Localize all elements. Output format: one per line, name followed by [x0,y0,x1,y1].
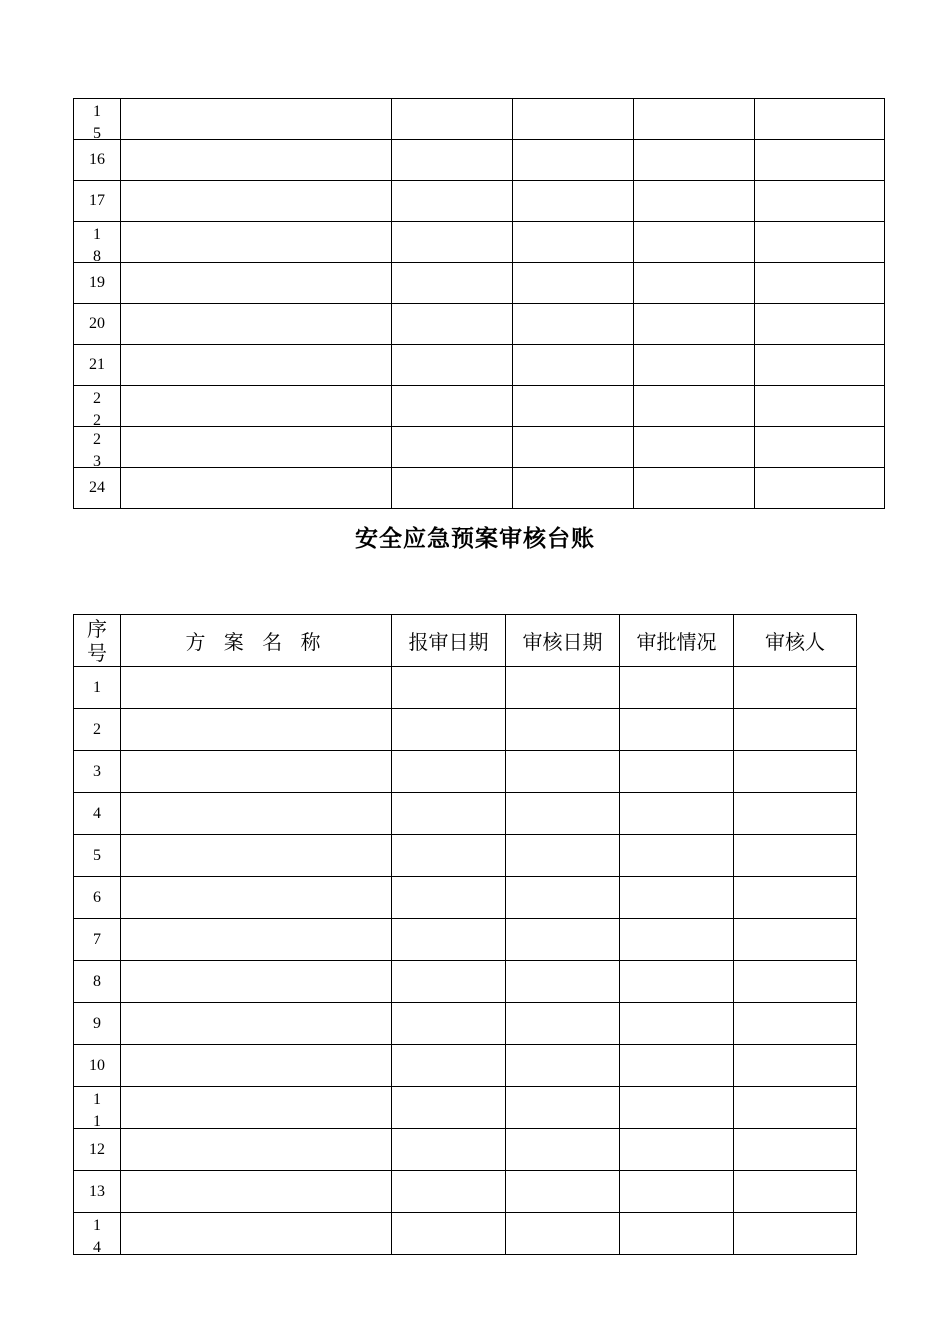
row-plan-name-cell [121,835,392,877]
row-reviewer-cell [734,793,857,835]
row-approval-cell [620,1045,734,1087]
row-reviewer-cell [755,222,885,263]
row-plan-name-cell [121,1003,392,1045]
row-approval-cell [620,1213,734,1255]
row-plan-name-cell [121,345,392,386]
row-submit-date-cell [392,1045,506,1087]
row-approval-cell [634,427,755,468]
row-seq-cell: 12 [74,1129,121,1171]
row-reviewer-cell [755,468,885,509]
row-approval-cell [634,468,755,509]
row-approval-cell [620,709,734,751]
row-submit-date-cell [392,468,513,509]
row-plan-name-cell [121,468,392,509]
row-approval-cell [620,835,734,877]
row-plan-name-cell [121,1171,392,1213]
row-plan-name-cell [121,1213,392,1255]
row-approval-cell [620,919,734,961]
row-review-date-cell [506,919,620,961]
row-seq-cell: 1 1 [74,1087,121,1129]
row-reviewer-cell [755,181,885,222]
row-approval-cell [634,140,755,181]
row-approval-cell [634,386,755,427]
row-review-date-cell [513,222,634,263]
row-seq-cell: 1 4 [74,1213,121,1255]
row-review-date-cell [513,468,634,509]
row-plan-name-cell [121,386,392,427]
row-approval-cell [620,1129,734,1171]
row-submit-date-cell [392,1171,506,1213]
page-title: 安全应急预案审核台账 [355,526,595,552]
row-reviewer-cell [734,1087,857,1129]
row-submit-date-cell [392,835,506,877]
row-submit-date-cell [392,919,506,961]
row-review-date-cell [506,1087,620,1129]
table-header-row [74,615,857,667]
row-reviewer-cell [755,140,885,181]
row-seq-cell: 5 [74,835,121,877]
row-seq-cell: 20 [74,304,121,345]
row-seq-cell: 8 [74,961,121,1003]
row-seq-cell: 10 [74,1045,121,1087]
header-seq: 序 号 [74,615,121,667]
row-reviewer-cell [734,961,857,1003]
row-submit-date-cell [392,99,513,140]
row-plan-name-cell [121,263,392,304]
row-reviewer-cell [734,1045,857,1087]
table-row [74,961,857,1003]
row-submit-date-cell [392,961,506,1003]
row-review-date-cell [513,140,634,181]
row-approval-cell [634,99,755,140]
row-plan-name-cell [121,667,392,709]
continuation-table-body [74,99,885,509]
table-row [74,877,857,919]
row-seq-cell: 2 3 [74,427,121,468]
row-reviewer-cell [755,304,885,345]
row-seq-cell: 1 5 [74,99,121,140]
row-plan-name-cell [121,1045,392,1087]
row-seq-cell: 2 [74,709,121,751]
row-seq-cell: 13 [74,1171,121,1213]
row-submit-date-cell [392,793,506,835]
row-plan-name-cell [121,99,392,140]
row-plan-name-cell [121,181,392,222]
row-reviewer-cell [734,751,857,793]
row-seq-cell: 1 [74,667,121,709]
row-seq-cell: 2 2 [74,386,121,427]
table-row [74,1129,857,1171]
row-seq-cell: 17 [74,181,121,222]
header-plan-name: 方 案 名 称 [121,615,392,667]
row-seq-cell: 9 [74,1003,121,1045]
row-review-date-cell [513,427,634,468]
row-review-date-cell [506,1129,620,1171]
table-row [74,468,885,509]
table-row [74,1171,857,1213]
row-submit-date-cell [392,427,513,468]
table-row [74,835,857,877]
row-plan-name-cell [121,140,392,181]
row-review-date-cell [506,835,620,877]
row-review-date-cell [513,181,634,222]
row-submit-date-cell [392,345,513,386]
ledger-table [73,614,857,1255]
row-plan-name-cell [121,877,392,919]
row-submit-date-cell [392,1213,506,1255]
row-seq-cell: 4 [74,793,121,835]
row-plan-name-cell [121,793,392,835]
row-approval-cell [620,1003,734,1045]
row-review-date-cell [506,877,620,919]
row-submit-date-cell [392,304,513,345]
row-reviewer-cell [734,1003,857,1045]
row-seq-cell: 6 [74,877,121,919]
row-submit-date-cell [392,751,506,793]
row-reviewer-cell [734,667,857,709]
row-approval-cell [634,263,755,304]
row-reviewer-cell [734,919,857,961]
header-submit-date: 报审日期 [392,615,506,667]
row-plan-name-cell [121,222,392,263]
row-seq-cell: 24 [74,468,121,509]
row-submit-date-cell [392,877,506,919]
row-reviewer-cell [755,263,885,304]
row-review-date-cell [506,667,620,709]
row-review-date-cell [513,345,634,386]
ledger-table-body [74,667,857,1255]
row-submit-date-cell [392,181,513,222]
row-review-date-cell [506,793,620,835]
table-row [74,345,885,386]
row-submit-date-cell [392,222,513,263]
row-plan-name-cell [121,427,392,468]
continuation-ledger-table [73,98,885,509]
row-submit-date-cell [392,1129,506,1171]
row-approval-cell [620,1087,734,1129]
row-submit-date-cell [392,140,513,181]
row-seq-cell: 21 [74,345,121,386]
row-approval-cell [620,1171,734,1213]
table-row [74,99,885,140]
row-seq-cell: 16 [74,140,121,181]
row-approval-cell [634,222,755,263]
row-submit-date-cell [392,263,513,304]
row-reviewer-cell [755,99,885,140]
row-reviewer-cell [734,1171,857,1213]
table-row [74,1003,857,1045]
header-reviewer: 审核人 [734,615,857,667]
table-row [74,304,885,345]
row-review-date-cell [513,263,634,304]
table-row [74,427,885,468]
row-review-date-cell [513,304,634,345]
row-review-date-cell [506,751,620,793]
table-row [74,263,885,304]
header-review-date: 审核日期 [506,615,620,667]
table-row [74,1087,857,1129]
row-approval-cell [634,181,755,222]
row-approval-cell [620,793,734,835]
table-row [74,222,885,263]
row-reviewer-cell [734,1213,857,1255]
row-approval-cell [620,751,734,793]
row-review-date-cell [513,386,634,427]
row-reviewer-cell [734,1129,857,1171]
row-submit-date-cell [392,386,513,427]
row-seq-cell: 1 8 [74,222,121,263]
row-seq-cell: 19 [74,263,121,304]
row-submit-date-cell [392,709,506,751]
row-approval-cell [634,304,755,345]
row-submit-date-cell [392,667,506,709]
row-reviewer-cell [734,835,857,877]
row-plan-name-cell [121,1087,392,1129]
row-reviewer-cell [755,386,885,427]
table-row [74,386,885,427]
row-seq-cell: 3 [74,751,121,793]
row-plan-name-cell [121,1129,392,1171]
row-review-date-cell [506,1003,620,1045]
table-row [74,919,857,961]
row-submit-date-cell [392,1003,506,1045]
row-plan-name-cell [121,709,392,751]
row-approval-cell [620,667,734,709]
row-reviewer-cell [755,427,885,468]
row-reviewer-cell [755,345,885,386]
row-seq-cell: 7 [74,919,121,961]
row-review-date-cell [506,1213,620,1255]
row-review-date-cell [506,961,620,1003]
row-plan-name-cell [121,751,392,793]
row-submit-date-cell [392,1087,506,1129]
row-plan-name-cell [121,961,392,1003]
table-row [74,1213,857,1255]
row-review-date-cell [506,1171,620,1213]
row-approval-cell [620,877,734,919]
table-row [74,181,885,222]
row-reviewer-cell [734,877,857,919]
row-review-date-cell [506,709,620,751]
table-row [74,751,857,793]
row-plan-name-cell [121,919,392,961]
table-row [74,140,885,181]
row-approval-cell [620,961,734,1003]
table-row [74,667,857,709]
table-row [74,709,857,751]
row-review-date-cell [506,1045,620,1087]
row-reviewer-cell [734,709,857,751]
row-review-date-cell [513,99,634,140]
row-approval-cell [634,345,755,386]
table-row [74,1045,857,1087]
table-row [74,793,857,835]
header-approval-status: 审批情况 [620,615,734,667]
row-plan-name-cell [121,304,392,345]
